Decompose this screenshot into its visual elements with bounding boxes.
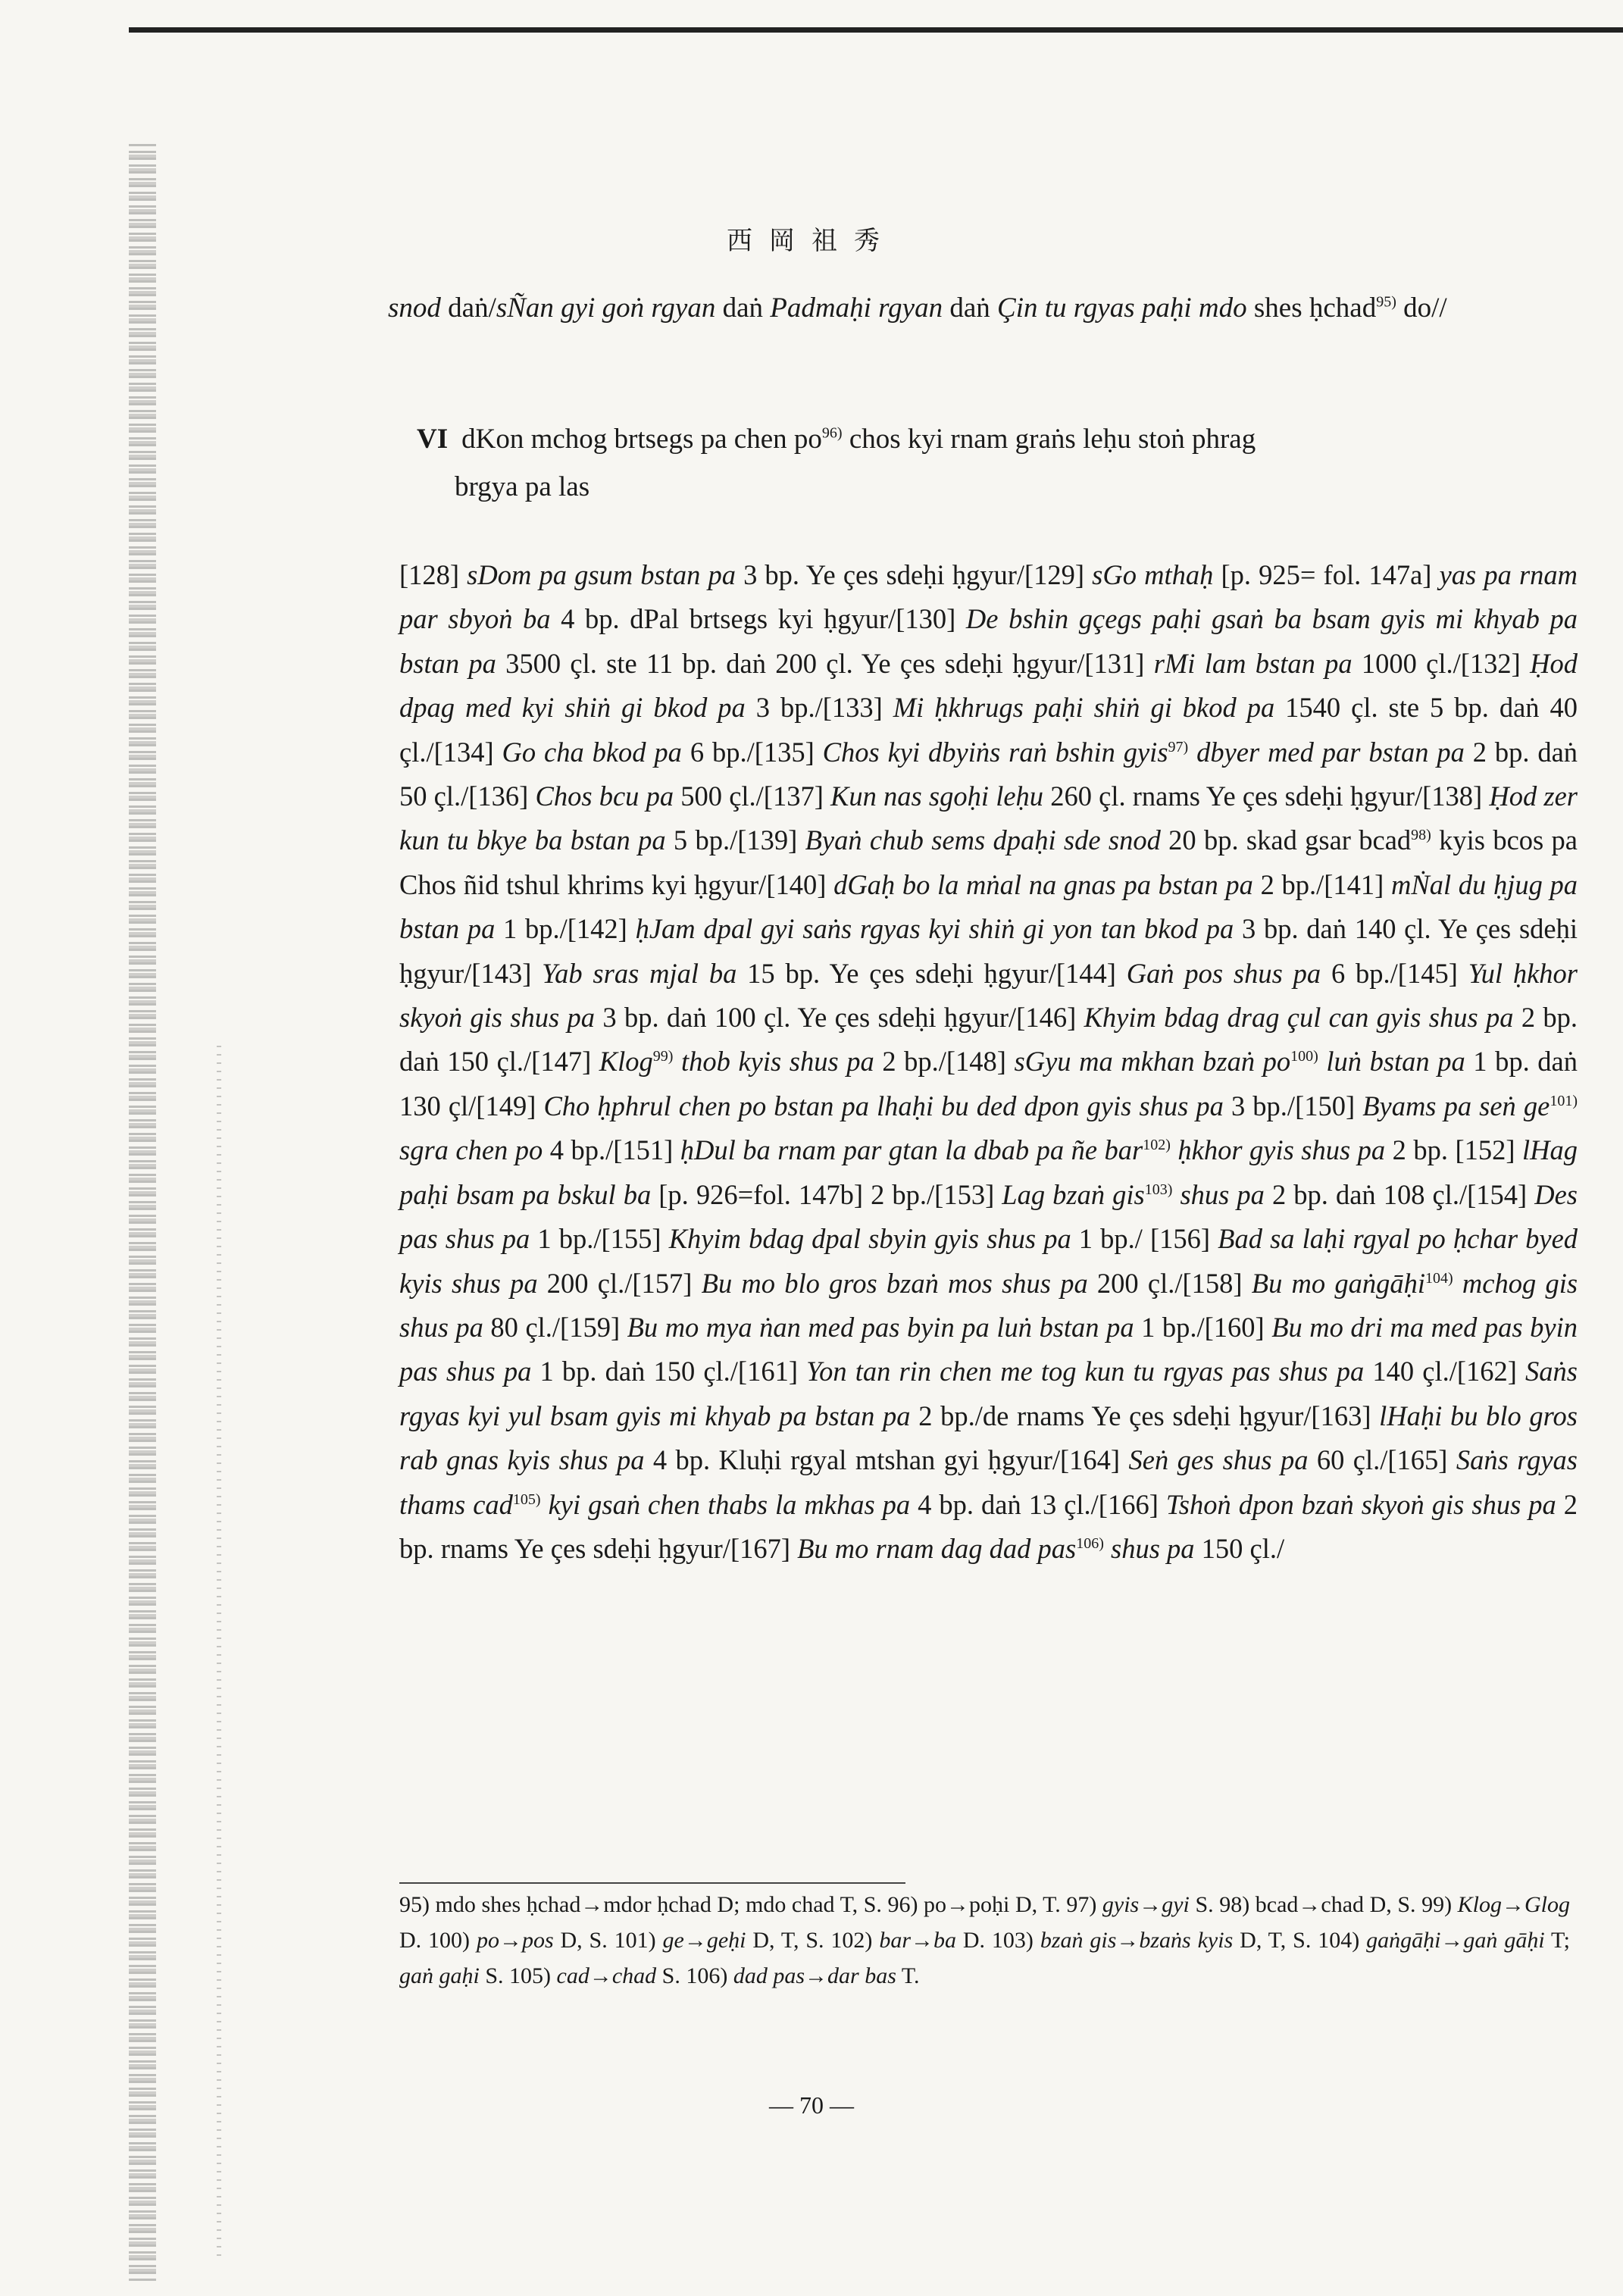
text-run: 150 çl./: [1194, 1532, 1285, 1564]
text-run: 1 bp./[155]: [530, 1223, 669, 1255]
text-run: mṄal du ḥjug pa bstan pa: [399, 868, 1578, 945]
text-run: Gaṅ pos shus pa: [1126, 957, 1321, 989]
text-run: 1 bp./ [156]: [1071, 1223, 1218, 1255]
text-run: 4 bp./[151]: [543, 1134, 680, 1166]
text-run: 3 bp. daṅ 140 çl. Ye çes sdeḥi ḥgyur/[143]: [399, 913, 1578, 989]
text-run: kyi gsaṅ chen thabs la mkhas pa: [548, 1488, 911, 1520]
text-run: daṅ: [943, 292, 998, 324]
text-run: bar→ba: [879, 1928, 956, 1953]
text-run: [1188, 737, 1196, 768]
text-run: yas pa rnam par sbyoṅ ba: [399, 559, 1578, 635]
text-run: Klog→Glog: [1457, 1892, 1571, 1917]
text-run: Yul ḥkhor skyoṅ gis shus pa: [399, 957, 1578, 1034]
text-run: 95) mdo shes ḥchad→mdor ḥchad D; mdo chad T, S. 96) po→poḥi D, T. 97): [399, 1892, 1102, 1917]
text-run: Ḥod zer kun tu bkye ba bstan pa: [399, 780, 1578, 856]
text-run: ḥDul ba rnam par gtan la dbab pa ñe bar: [680, 1134, 1143, 1166]
text-run: gaṅgāḥi→gaṅ gāḥi: [1366, 1928, 1545, 1953]
text-run: 3 bp./[133]: [745, 692, 893, 724]
footnote-ref: 100): [1290, 1048, 1318, 1065]
text-run: Saṅs rgyas thams cad: [399, 1444, 1578, 1520]
text-run: Byaṅ chub sems dpaḥi sde snod: [805, 824, 1161, 856]
text-run: 80 çl./[159]: [483, 1311, 627, 1343]
text-run: dKon mchog brtsegs pa chen po: [461, 424, 822, 455]
footnote-ref: 97): [1168, 738, 1189, 755]
text-run: Bu mo mya ṅan med pas byin pa luṅ bstan pa: [627, 1311, 1134, 1343]
text-run: 15 bp. Ye çes sdeḥi ḥgyur/[144]: [736, 957, 1127, 989]
text-run: gyis→gyi: [1102, 1892, 1190, 1917]
text-run: 1 bp. daṅ 150 çl./[161]: [531, 1356, 807, 1387]
text-run: 5 bp./[139]: [665, 824, 805, 856]
text-run: Kun nas sgoḥi leḥu: [830, 780, 1044, 812]
text-run: T;: [1544, 1928, 1571, 1953]
text-run: 2 bp. daṅ 108 çl./[154]: [1264, 1178, 1535, 1210]
text-run: 2 bp./[148]: [874, 1046, 1015, 1078]
text-run: 2 bp./[141]: [1252, 868, 1392, 900]
binding-edge-marks: [129, 144, 156, 2281]
text-run: do//: [1396, 292, 1447, 324]
text-run: 6 bp./[145]: [1321, 957, 1468, 989]
text-run: 2 bp./de rnams Ye çes sdeḥi ḥgyur/[163]: [910, 1400, 1380, 1431]
text-run: [1104, 1533, 1111, 1564]
main-paragraph: [399, 553, 1578, 1571]
text-run: Klog: [599, 1046, 653, 1078]
text-run: snod: [388, 292, 441, 324]
text-run: 2 bp. daṅ 50 çl./[136]: [399, 736, 1578, 812]
text-run: 2 bp. [152]: [1385, 1134, 1523, 1166]
text-run: 4 bp. daṅ 13 çl./[166]: [910, 1488, 1166, 1520]
section-title-line1: [461, 424, 1256, 455]
text-run: S. 105): [479, 1963, 557, 1988]
text-run: brgya pa las: [455, 471, 590, 502]
text-run: Padmaḥi rgyan: [770, 292, 943, 324]
text-run: Khyim bdag drag çul can gyis shus pa: [1084, 1002, 1514, 1034]
footnote-ref: 96): [821, 424, 843, 442]
text-run: rMi lam bstan pa: [1153, 647, 1352, 679]
text-run: lHaḥi bu blo gros rab gnas kyis shus pa: [399, 1400, 1578, 1476]
footnotes: [399, 1887, 1570, 1994]
text-run: Seṅ ges shus pa: [1128, 1444, 1309, 1476]
section-heading: [417, 415, 1578, 511]
text-run: 1 bp. daṅ 130 çl/[149]: [399, 1046, 1578, 1121]
text-run: D. 100): [399, 1928, 477, 1953]
text-run: [1453, 1268, 1462, 1299]
text-run: shes ḥchad: [1246, 292, 1377, 324]
text-run: 140 çl./[162]: [1364, 1356, 1526, 1387]
text-run: De bshin gçegs paḥi gsaṅ ba bsam gyis mi khyab pa bstan pa: [399, 603, 1578, 679]
text-run: 1 bp./[142]: [495, 913, 636, 945]
section-roman-numeral: VI: [417, 424, 449, 455]
text-run: [p. 926=fol. 147b] 2 bp./[153]: [651, 1178, 1002, 1210]
text-run: T.: [896, 1963, 920, 1988]
footnote-ref: 103): [1144, 1181, 1173, 1198]
text-run: sDom pa gsum bstan pa: [467, 559, 736, 590]
text-run: D, S. 101): [553, 1928, 663, 1953]
text-run: sGo mthaḥ: [1092, 559, 1214, 590]
text-run: [p. 925= fol. 147a]: [1213, 559, 1440, 590]
text-run: Khyim bdag dpal sbyin gyis shus pa: [668, 1223, 1071, 1255]
top-paragraph: [388, 284, 1578, 332]
section-title-line2: [417, 463, 1578, 511]
text-run: daṅ: [715, 292, 771, 324]
text-run: Bu mo blo gros bzaṅ mos shus pa: [701, 1267, 1088, 1299]
text-run: dGaḥ bo la mṅal na gnas pa bstan pa: [833, 868, 1253, 900]
text-run: po→pos: [476, 1928, 554, 1953]
text-run: daṅ/: [440, 292, 496, 324]
text-run: 4 bp. dPal brtsegs kyi ḥgyur/[130]: [550, 603, 966, 635]
footnote-ref: 106): [1076, 1534, 1104, 1552]
text-run: thob kyis shus pa: [681, 1046, 874, 1078]
text-run: Byams pa seṅ ge: [1362, 1090, 1550, 1121]
text-run: 1540 çl. ste 5 bp. daṅ 40 çl./[134]: [399, 692, 1578, 768]
text-run: kyis bcos pa Chos ñid tshul khrims kyi ḥgyur/[140]: [399, 824, 1578, 900]
text-run: S. 106): [656, 1963, 733, 1988]
text-run: Bu mo gaṅgāḥi: [1251, 1267, 1426, 1299]
text-run: lHag paḥi bsam pa bskul ba: [399, 1134, 1578, 1210]
text-run: Chos bcu pa: [535, 780, 674, 812]
footnote-ref: 101): [1550, 1092, 1578, 1109]
text-run: Çin tu rgyas paḥi mdo: [997, 292, 1247, 324]
text-run: 200 çl./[158]: [1087, 1267, 1252, 1299]
footnote-ref: 95): [1376, 293, 1396, 311]
text-run: shus pa: [1180, 1178, 1265, 1210]
text-run: 60 çl./[165]: [1308, 1444, 1456, 1476]
text-run: 1000 çl./[132]: [1352, 647, 1531, 679]
text-run: 4 bp. Kluḥi rgyal mtshan gyi ḥgyur/[164]: [644, 1444, 1129, 1476]
text-run: D, T, S. 104): [1233, 1928, 1367, 1953]
footnote-ref: 99): [652, 1048, 674, 1065]
text-run: Cho ḥphrul chen po bstan pa lhaḥi bu ded dpon gyis shus pa: [543, 1090, 1224, 1121]
text-run: Yon tan rin chen me tog kun tu rgyas pas shus pa: [806, 1356, 1365, 1387]
footnote-ref: 98): [1411, 827, 1431, 844]
text-run: D. 103): [956, 1928, 1040, 1953]
text-run: [673, 1046, 681, 1077]
text-run: sGyu ma mkhan bzaṅ po: [1014, 1046, 1291, 1078]
text-run: cad→chad: [556, 1963, 657, 1988]
text-run: 20 bp. skad gsar bcad: [1160, 824, 1412, 856]
text-run: chos kyi rnam graṅs leḥu stoṅ phrag: [842, 424, 1256, 455]
text-run: ḥJam dpal gyi saṅs rgyas kyi shiṅ gi yon tan bkod pa: [635, 913, 1234, 945]
text-run: 200 çl./[157]: [537, 1267, 702, 1299]
text-run: 6 bp./[135]: [681, 736, 823, 768]
text-run: Lag bzaṅ gis: [1002, 1178, 1145, 1210]
text-run: [1318, 1046, 1327, 1077]
footnote-ref: 102): [1143, 1137, 1171, 1154]
text-run: 2 bp. rnams Ye çes sdeḥi ḥgyur/[167]: [399, 1488, 1578, 1564]
footnote-ref: 105): [512, 1491, 541, 1508]
text-run: 3 bp. Ye çes sdeḥi ḥgyur/[129]: [735, 559, 1093, 590]
text-run: 260 çl. rnams Ye çes sdeḥi ḥgyur/[138]: [1043, 780, 1490, 812]
text-run: 3500 çl. ste 11 bp. daṅ 200 çl. Ye çes sdeḥi ḥgyur/[131]: [496, 647, 1154, 679]
text-run: Tshoṅ dpon bzaṅ skyoṅ gis shus pa: [1165, 1488, 1556, 1520]
text-run: Yab sras mjal ba: [542, 957, 737, 989]
text-run: D, T, S. 102): [746, 1928, 880, 1953]
text-run: mchog gis shus pa: [399, 1267, 1578, 1343]
text-run: Go cha bkod pa: [502, 736, 682, 768]
text-run: [541, 1489, 549, 1520]
running-header: 西岡祖秀: [727, 226, 896, 256]
text-run: dad pas→dar bas: [733, 1963, 896, 1988]
text-run: dbyer med par bstan pa: [1196, 736, 1465, 768]
text-run: Ḥod dpag med kyi shiṅ gi bkod pa: [399, 647, 1578, 724]
text-run: 1 bp./[160]: [1134, 1311, 1272, 1343]
text-run: bzaṅ gis→bzaṅs kyis: [1040, 1928, 1234, 1953]
text-run: Mi ḥkhrugs paḥi shiṅ gi bkod pa: [893, 692, 1275, 724]
text-run: Bu mo dri ma med pas byin pas shus pa: [399, 1311, 1578, 1387]
binding-edge-marks-inner: [217, 1046, 221, 2258]
footnote-ref: 104): [1425, 1269, 1453, 1287]
text-run: [1171, 1134, 1177, 1165]
text-run: S. 98) bcad→chad D, S. 99): [1189, 1892, 1458, 1917]
text-run: gaṅ gaḥi: [399, 1963, 480, 1988]
text-run: sgra chen po: [399, 1134, 543, 1166]
page-number: — 70 —: [769, 2091, 854, 2119]
text-run: 2 bp. daṅ 150 çl./[147]: [399, 1002, 1578, 1078]
text-run: Bad sa laḥi rgyal po ḥchar byed kyis shus pa: [399, 1223, 1578, 1299]
text-run: Chos kyi dbyiṅs raṅ bshin gyis: [822, 736, 1168, 768]
top-rule: [129, 27, 1623, 33]
text-run: 3 bp./[150]: [1223, 1090, 1363, 1121]
text-run: 3 bp. daṅ 100 çl. Ye çes sdeḥi ḥgyur/[146]: [595, 1002, 1084, 1034]
text-run: Saṅs rgyas kyi yul bsam gyis mi khyab pa bstan pa: [399, 1356, 1578, 1431]
footnote-rule: [399, 1882, 905, 1884]
text-run: ge→geḥi: [662, 1928, 746, 1953]
text-run: 500 çl./[137]: [674, 780, 831, 812]
text-run: luṅ bstan pa: [1326, 1046, 1465, 1078]
text-run: ḥkhor gyis shus pa: [1177, 1134, 1386, 1166]
text-run: shus pa: [1111, 1532, 1195, 1564]
text-run: Des pas shus pa: [399, 1178, 1578, 1255]
text-run: Bu mo rnam dag dad pas: [797, 1532, 1077, 1564]
text-run: [128]: [399, 559, 468, 590]
text-run: [1172, 1179, 1180, 1210]
text-run: sÑan gyi goṅ rgyan: [496, 292, 716, 324]
